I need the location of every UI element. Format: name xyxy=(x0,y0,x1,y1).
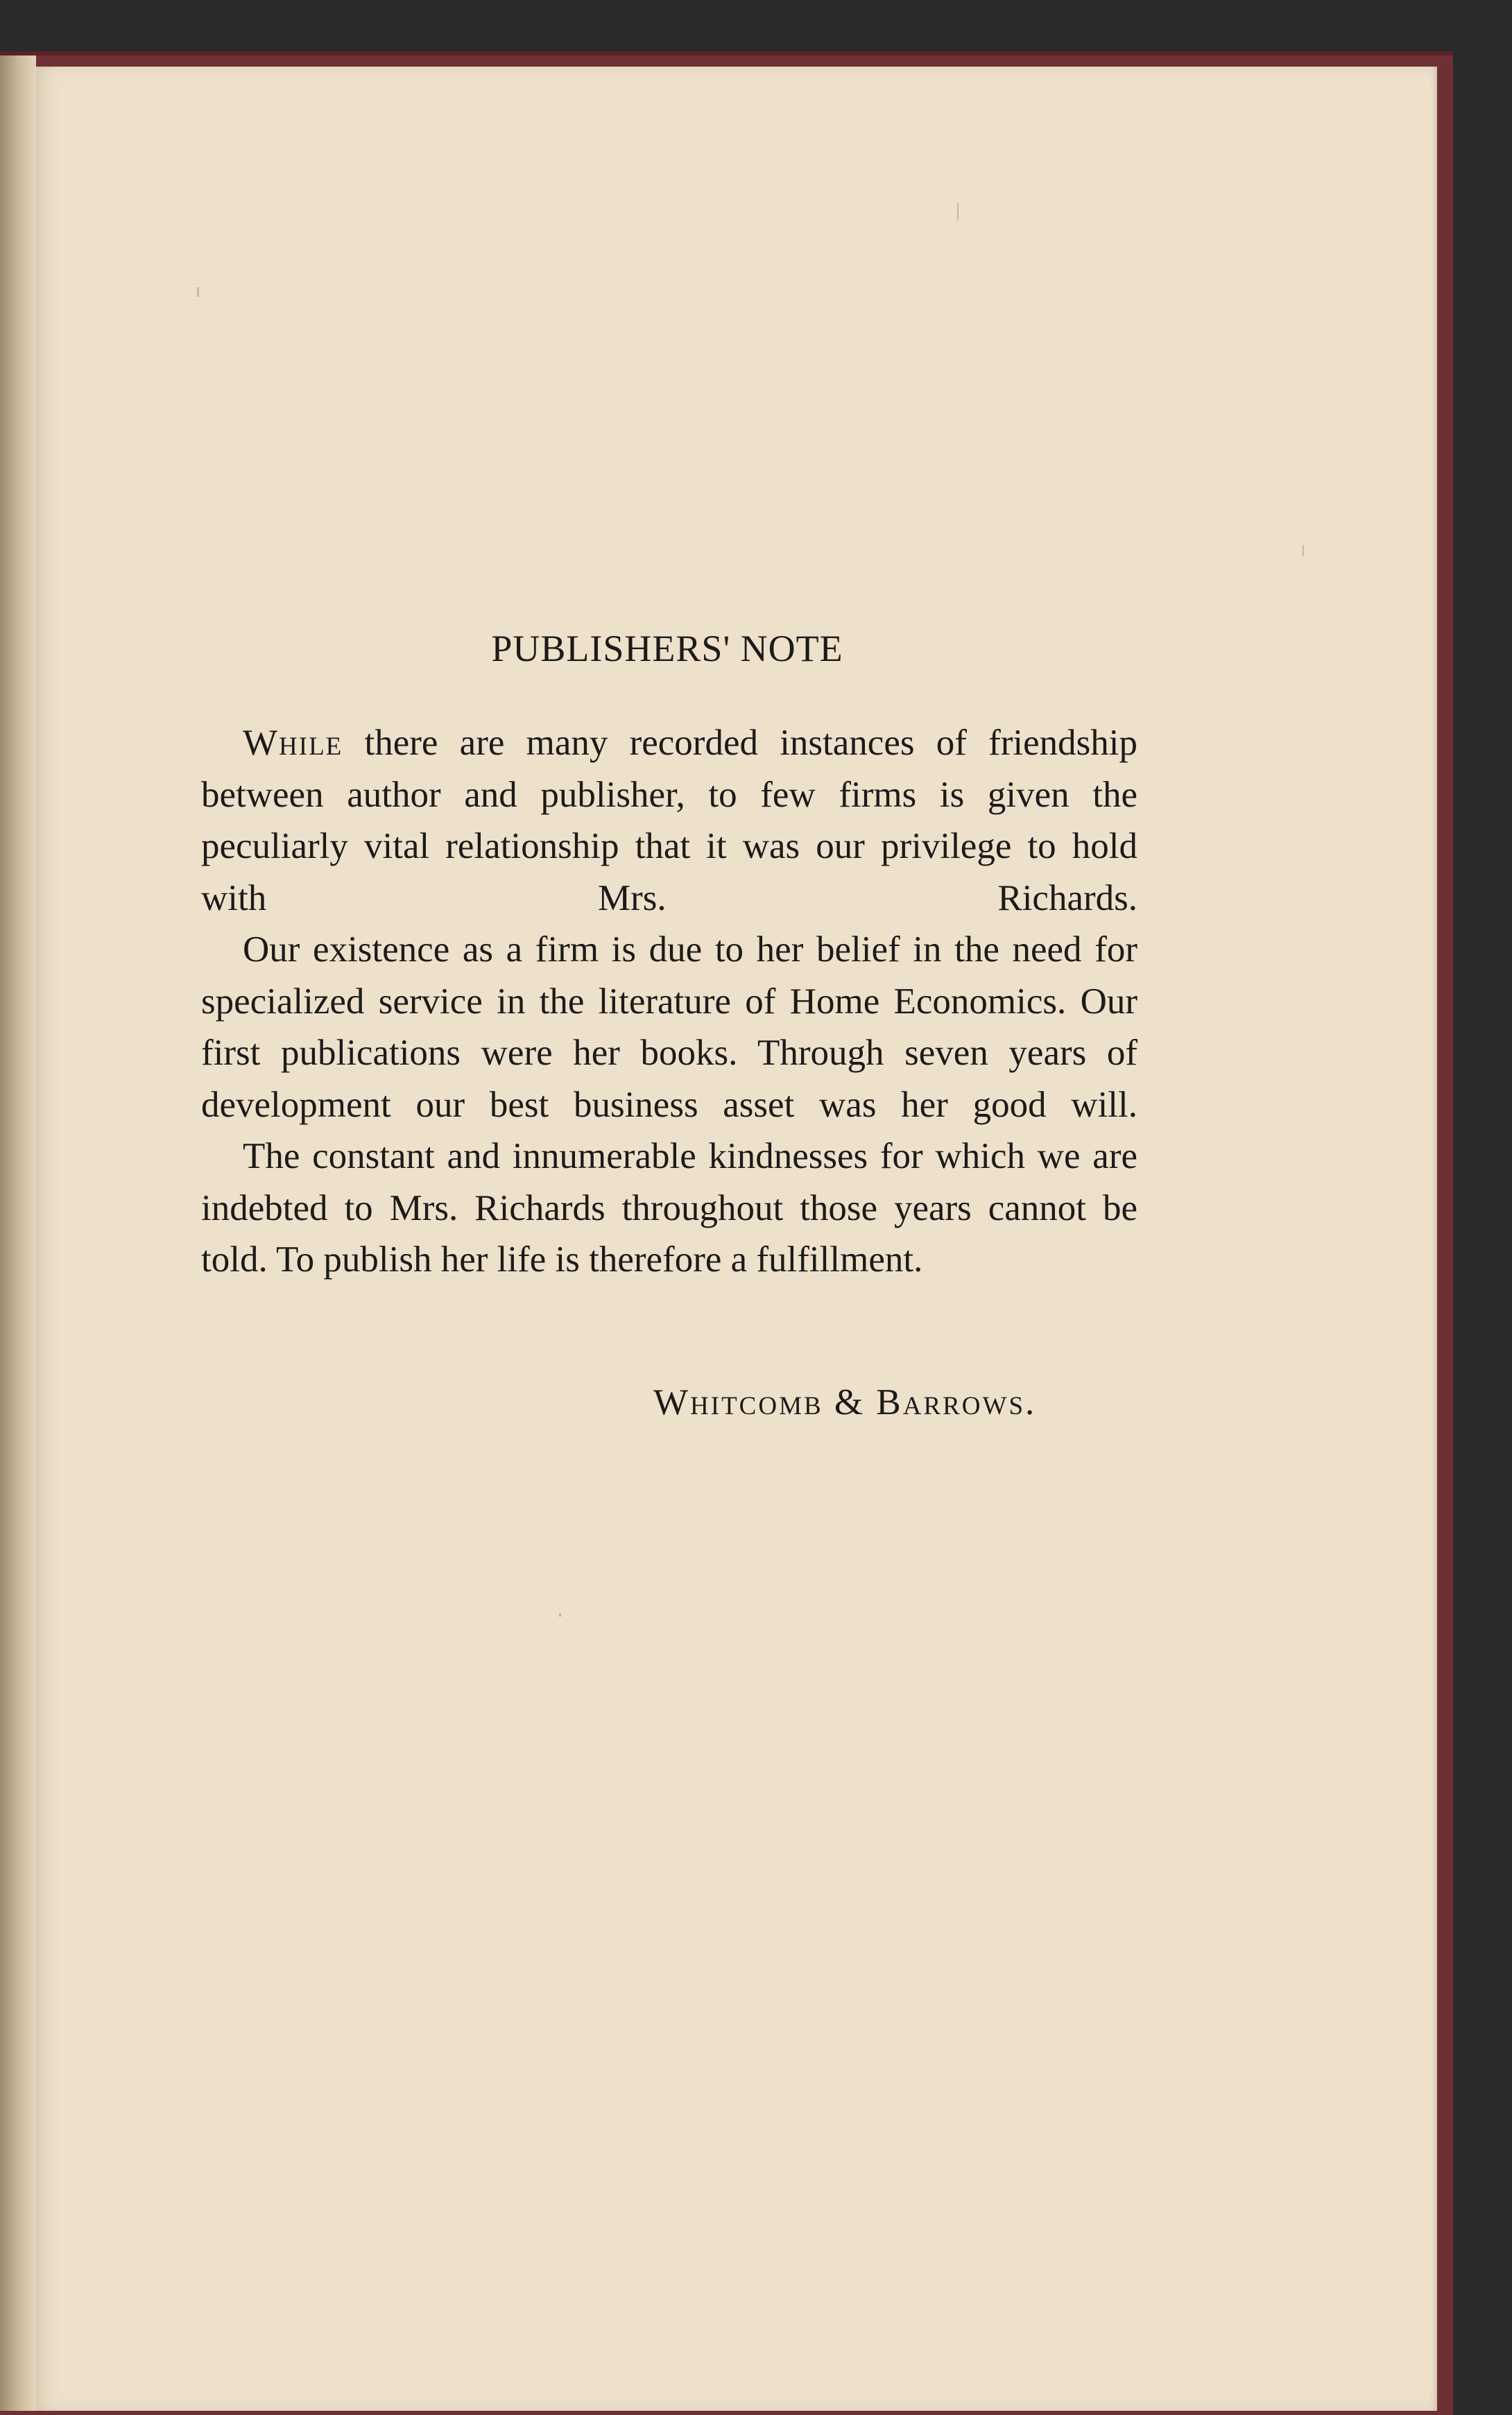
page-gutter xyxy=(0,55,36,2411)
publisher-signature: Whitcomb & Barrows. xyxy=(653,1382,1037,1423)
note-body xyxy=(201,717,1137,1286)
book-page xyxy=(36,67,1437,2411)
paper-speck xyxy=(559,1613,561,1617)
page-title: PUBLISHERS' NOTE xyxy=(491,628,843,669)
paragraph-1-text: there are many recorded instances of friendship between author and publisher, to few firms is given the peculiarly vital relationship that it was our privilege to hold with Mrs. Richards. xyxy=(201,723,1137,918)
paragraph-3 xyxy=(201,1131,1137,1286)
paragraph-3-text: The constant and innumerable kindnesses for which we are indebted to Mrs. Richards throughout those years cannot be told. To publish her life is therefore a fulfillment. xyxy=(201,1136,1137,1280)
paper-speck xyxy=(1303,545,1304,556)
paragraph-2 xyxy=(201,924,1137,1131)
paragraph-lead-word: While xyxy=(243,723,343,763)
paragraph-2-text: Our existence as a firm is due to her belief in the need for specialized service in the literature of Home Economics. Our first publications were her books. Through seven years of development our best business asset was her good will. xyxy=(201,929,1137,1125)
paper-speck xyxy=(197,287,199,297)
paper-speck xyxy=(957,203,959,221)
paragraph-1 xyxy=(201,717,1137,924)
